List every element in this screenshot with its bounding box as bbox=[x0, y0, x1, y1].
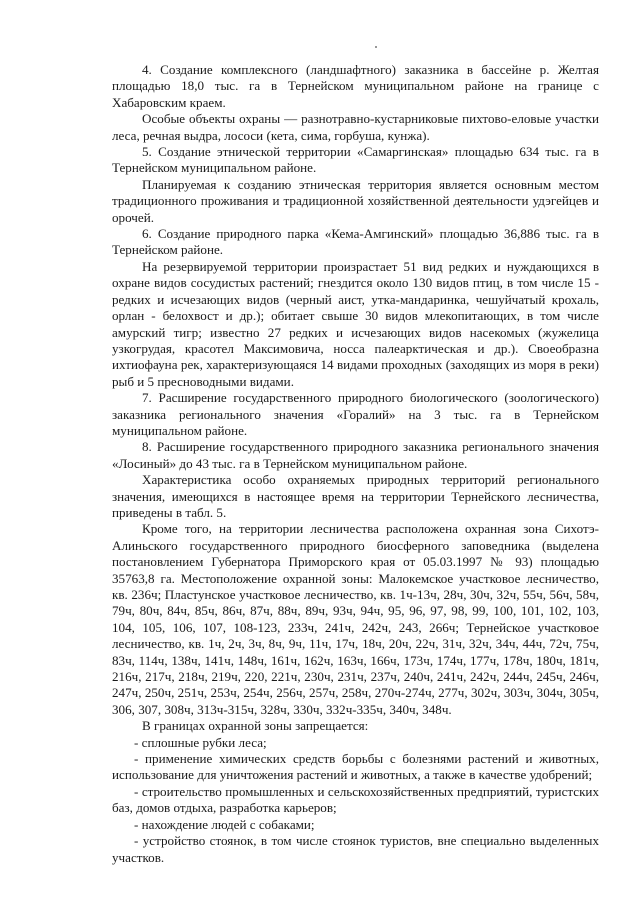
scan-speck bbox=[375, 46, 377, 48]
paragraph-prohibitions-heading: В границах охранной зоны запрещается: bbox=[142, 718, 369, 734]
prohibition-list-item: - устройство стоянок, в том числе стоянок туристов, вне специально выделенных участков. bbox=[112, 833, 599, 865]
paragraph-item-5: 5. Создание этнической территории «Самаргинская» площадью 634 тыс. га в Тернейском муниципальном районе. bbox=[112, 144, 599, 176]
prohibition-list-item: - строительство промышленных и сельскохозяйственных предприятий, туристских баз, домов отдыха, разработка карьеров; bbox=[112, 783, 599, 816]
prohibition-list-item: - нахождение людей с собаками; bbox=[134, 816, 315, 832]
paragraph-item-7: 7. Расширение государственного природного биологического (зоологического) заказника регионального значения «Горалий» на 3 тыс. га в Тернейском муниципальном районе. bbox=[112, 390, 599, 438]
paragraph-protection-zone: Кроме того, на территории лесничества расположена охранная зона Сихотэ-Алиньского государственного природного биосферного заповедника (выделена постановлением Губернатора Приморского края от 05.03.1997 № 93) площадью 35763,8 га. Местоположение охранной зоны: Малокемское участковое лесничество, кв. 236ч; Пластунское участковое лесничество, кв. 1ч-13ч, 28ч, 30ч, 32ч, 55ч, 56ч, 58ч, 79ч, 80ч, 84ч, 85ч, 86ч, 87ч, 88ч, 89ч, 93ч, 94ч, 95, 96, 97, 98, 99, 100, 101, 102, 103, 104, 105, 106, 107, 108-123, 233ч, 241ч, 242ч, 243, 266ч; Тернейское участковое лесничество, кв. 1ч, 2ч, 3ч, 8ч, 9ч, 11ч, 17ч, 18ч, 20ч, 22ч, 31ч, 32ч, 34ч, 44ч, 72ч, 75ч, 83ч, 114ч, 138ч, 141ч, 148ч, 161ч, 162ч, 163ч, 166ч, 173ч, 174ч, 177ч, 178ч, 180ч, 181ч, 216ч, 217ч, 218ч, 219ч, 220, 221ч, 230ч, 231ч, 237ч, 240ч, 241ч, 242ч, 244ч, 245ч, 246ч, 247ч, 250ч, 251ч, 253ч, 254ч, 256ч, 257ч, 258ч, 270ч-274ч, 277ч, 302ч, 303ч, 304ч, 305ч, 306, 307, 308ч, 313ч-315ч, 328ч, 330ч, 332ч-335ч, 340ч, 348ч. bbox=[112, 521, 599, 717]
paragraph-item-6: 6. Создание природного парка «Кема-Амгинский» площадью 36,886 тыс. га в Тернейском районе. bbox=[112, 226, 599, 258]
paragraph-item-4: 4. Создание комплексного (ландшафтного) заказника в бассейне р. Желтая площадью 18,0 тыс. га в Тернейском муниципальном районе на границе с Хабаровским краем. bbox=[112, 62, 599, 110]
paragraph-ethnic-territory: Планируемая к созданию этническая территория является основным местом традиционного проживания и традиционной хозяйственной деятельности удэгейцев и орочей. bbox=[112, 176, 599, 225]
paragraph-special-objects: Особые объекты охраны — разнотравно-кустарниковые пихтово-еловые участки леса, речная выдра, лососи (кета, сима, горбуша, кунжа). bbox=[112, 111, 599, 143]
document-body bbox=[112, 62, 599, 866]
paragraph-item-8: 8. Расширение государственного природного заказника регионального значения «Лосиный» до 43 тыс. га в Тернейском муниципальном районе. bbox=[112, 439, 599, 471]
paragraph-reserved-territory: На резервируемой территории произрастает 51 вид редких и нуждающихся в охране видов сосудистых растений; гнездится около 130 видов птиц, в том числе 15 - редких и исчезающих видов (черный аист, утка-мандаринка, чешуйчатый крохаль, орлан - белохвост и др.); обитает свыше 30 видов млекопитающих, в том числе амурский тигр; известно 27 редких и исчезающих видов насекомых (жужелица узкогрудая, красотел Максимовича, носса палеарктическая и др.). Своеобразна ихтиофауна рек, характеризующаяся 14 видами проходных (заходящих из моря в реки) рыб и 5 пресноводными видами. bbox=[112, 258, 599, 389]
prohibition-list-item: - применение химических средств борьбы с болезнями растений и животных, использование для уничтожения растений и животных, а также в качестве удобрений; bbox=[112, 751, 599, 783]
paragraph-characteristics: Характеристика особо охраняемых природных территорий регионального значения, имеющихся в настоящее время на территории Тернейского лесничества, приведены в табл. 5. bbox=[112, 472, 599, 520]
prohibition-list-item: - сплошные рубки леса; bbox=[134, 734, 267, 750]
